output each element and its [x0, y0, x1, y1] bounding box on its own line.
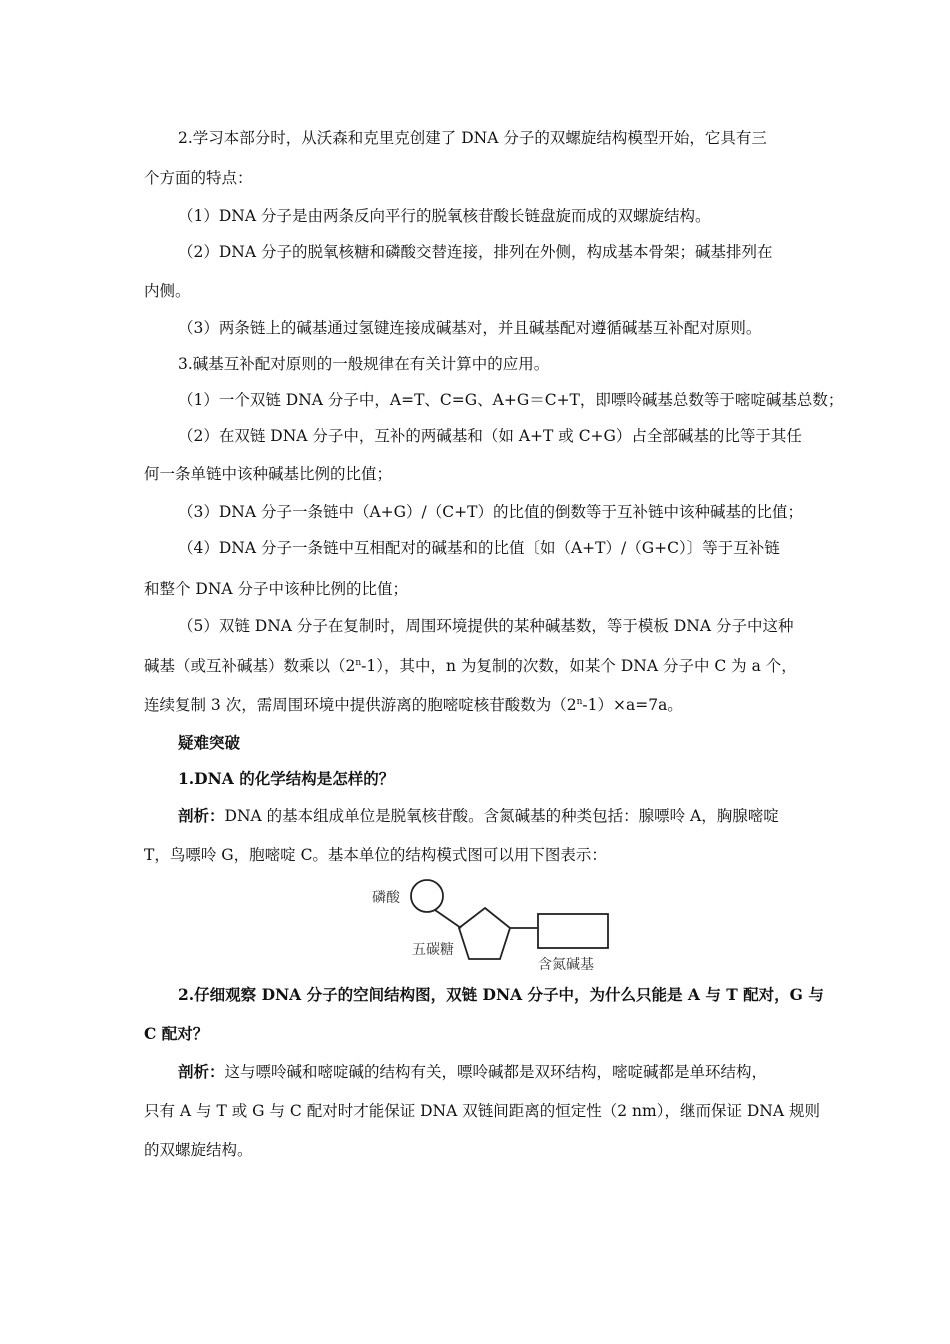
analysis-label: 剖析：	[178, 1062, 225, 1081]
phosphate-circle	[411, 880, 443, 912]
paragraph-line: 内侧。	[144, 282, 191, 300]
paragraph-line: （3）两条链上的碱基通过氢键连接成碱基对，并且碱基配对遵循碱基互补配对原则。	[178, 319, 762, 337]
text-run: DNA 的基本组成单位是脱氧核苷酸。含氮碱基的种类包括：腺嘌呤 A，胸腺嘧啶	[224, 807, 779, 825]
paragraph-line: （4）DNA 分子一条链中互相配对的碱基和的比值〔如（A+T）/（G+C）〕等于互补链	[178, 539, 780, 557]
text-run: 这与嘌呤碱和嘧啶碱的结构有关，嘌呤碱都是双环结构，嘧啶碱都是单环结构，	[224, 1063, 768, 1081]
paragraph-line	[178, 806, 779, 826]
base-label: 含氮碱基	[538, 957, 594, 973]
paragraph-line: 何一条单链中该种碱基比例的比值；	[144, 465, 393, 483]
paragraph-line: 和整个 DNA 分子中该种比例的比值；	[144, 580, 409, 598]
paragraph-line: （2）在双链 DNA 分子中，互补的两碱基和（如 A+T 或 C+G）占全部碱基的比等于其任	[178, 427, 802, 445]
text-run: 碱基（或互补碱基）数乘以（2	[144, 657, 356, 675]
paragraph-line: （1）一个双链 DNA 分子中，A=T、C=G、A+G＝C+T，即嘌呤碱基总数等于嘧啶碱基总数；	[178, 391, 844, 409]
sugar-label: 五碳糖	[412, 942, 454, 958]
paragraph-line: 2.学习本部分时，从沃森和克里克创建了 DNA 分子的双螺旋结构模型开始，它具有三	[178, 129, 767, 147]
text-run: -1）×a=7a。	[582, 696, 683, 714]
section-heading: 疑难突破	[178, 733, 241, 752]
analysis-label: 剖析：	[178, 806, 225, 825]
paragraph-line	[178, 1062, 767, 1082]
pentose-pentagon	[459, 908, 510, 959]
paragraph-line	[144, 695, 683, 715]
base-rectangle	[538, 914, 608, 948]
paragraph-line: （3）DNA 分子一条链中（A+G）/（C+T）的比值的倒数等于互补链中该种碱基的比值；	[178, 503, 803, 521]
paragraph-line: （1）DNA 分子是由两条反向平行的脱氧核苷酸长链盘旋而成的双螺旋结构。	[178, 207, 711, 225]
bond-line	[435, 910, 461, 928]
paragraph-line: 只有 A 与 T 或 G 与 C 配对时才能保证 DNA 双链间距离的恒定性（2 nm），继而保证 DNA 规则	[144, 1102, 820, 1120]
nucleotide-diagram	[368, 872, 618, 977]
paragraph-line: （5）双链 DNA 分子在复制时，周围环境提供的某种碱基数，等于模板 DNA 分子中这种	[178, 617, 794, 635]
paragraph-line	[144, 656, 797, 676]
paragraph-line: 个方面的特点：	[144, 169, 253, 187]
superscript: n	[355, 657, 362, 668]
paragraph-line: T，鸟嘌呤 G，胞嘧啶 C。基本单位的结构模式图可以用下图表示：	[144, 846, 607, 864]
question-heading: C 配对？	[144, 1024, 209, 1043]
text-run: 连续复制 3 次，需周围环境中提供游离的胞嘧啶核苷酸数为（2	[144, 696, 577, 714]
question-heading: 1.DNA 的化学结构是怎样的？	[178, 769, 395, 788]
text-run: -1），其中，n 为复制的次数，如某个 DNA 分子中 C 为 a 个，	[361, 657, 797, 675]
paragraph-line: 的双螺旋结构。	[144, 1141, 253, 1159]
phosphate-label: 磷酸	[372, 890, 400, 906]
question-heading: 2.仔细观察 DNA 分子的空间结构图，双链 DNA 分子中，为什么只能是 A 与 T 配对，G 与	[178, 985, 824, 1004]
paragraph-line: （2）DNA 分子的脱氧核糖和磷酸交替连接，排列在外侧，构成基本骨架；碱基排列在	[178, 243, 773, 261]
superscript: n	[576, 696, 583, 707]
section-title: 3.碱基互补配对原则的一般规律在有关计算中的应用。	[178, 355, 550, 373]
